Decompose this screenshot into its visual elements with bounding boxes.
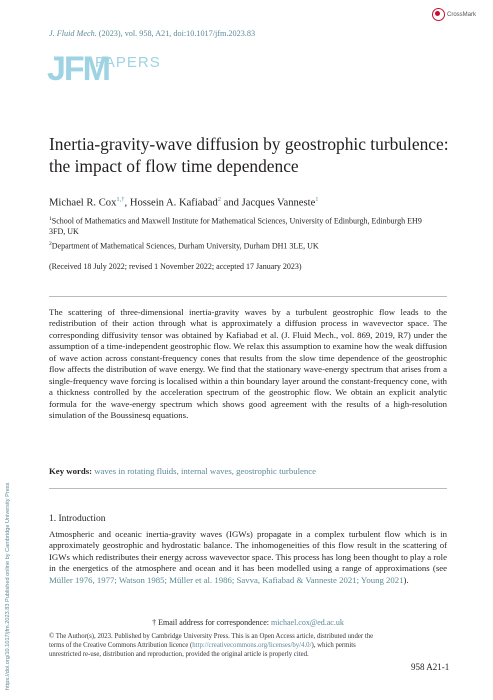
email-link[interactable]: michael.cox@ed.ac.uk <box>270 618 344 627</box>
author-name: Michael R. Cox <box>49 197 117 209</box>
page-number: 958 A21-1 <box>411 662 450 672</box>
divider <box>49 296 447 297</box>
section-heading: 1. Introduction <box>49 514 106 524</box>
jfm-logo-mark: JFM <box>47 50 109 88</box>
author-name: Jacques Vanneste <box>241 197 316 209</box>
author-list: Michael R. Cox$^{1,\dagger}$, Hossein A. Kafiabad$^2$ and Jacques Vanneste$^1$ <box>49 196 319 209</box>
crossmark-label: CrossMark <box>447 11 477 18</box>
keywords-list[interactable]: waves in rotating fluids, internal waves, geostrophic turbulence <box>94 466 317 476</box>
doi-sidebar-text[interactable]: https://doi.org/10.1017/jfm.2023.83 Published online by Cambridge University Press <box>5 482 11 690</box>
received-dates: (Received 18 July 2022; revised 1 November 2022; accepted 17 January 2023) <box>49 262 302 271</box>
jfm-papers-logo <box>47 46 187 92</box>
introduction-paragraph <box>49 529 447 586</box>
affiliation <box>49 239 429 252</box>
paper-title: Inertia-gravity-wave diffusion by geostrophic turbulence: the impact of flow time dependence <box>49 134 449 176</box>
journal-details[interactable]: (2023), vol. 958, A21, doi:10.1017/jfm.2023.83 <box>96 29 256 38</box>
intro-text: Atmospheric and oceanic inertia-gravity waves (IGWs) propagate in a complex turbulent flow which is in approximately geostrophic and hydrostatic balance. The inhomogeneities of this flow result in the scattering of IGWs which redistributes their energy across wavevector space. This process has long been thought to play a role in the energetics of the atmosphere and ocean and it has been modelled using a range of approximations (see <box>49 529 447 574</box>
keywords <box>49 466 316 476</box>
intro-end: ). <box>403 574 409 585</box>
copyright-end: ), which permits unrestricted re-use, distribution and reproduction, provided the original article is properly cited. <box>49 642 356 659</box>
affiliation-text: Department of Mathematical Sciences, Durham University, Durham DH1 3LE, UK <box>51 241 319 251</box>
divider <box>49 488 447 489</box>
journal-name: J. Fluid Mech. <box>49 29 97 38</box>
doi-sidebar <box>0 0 14 700</box>
keywords-label: Key words: <box>49 466 93 476</box>
journal-header <box>49 29 255 38</box>
author-affiliation-mark[interactable]: 2 <box>217 196 222 203</box>
author-affiliation-mark[interactable]: 1,† <box>116 196 125 203</box>
jfm-logo-papers: PAPERS <box>95 54 161 71</box>
affiliation-number: 1 <box>49 216 52 222</box>
email-label: † Email address for correspondence: <box>152 618 271 627</box>
author-name: Hossein A. Kafiabad <box>129 197 218 209</box>
author-affiliation-mark[interactable]: 1 <box>315 196 319 203</box>
intro-citations[interactable]: Müller 1976, 1977; Watson 1985; Müller et al. 1986; Savva, Kafiabad & Vanneste 2021; Young 2021 <box>49 574 404 585</box>
copyright-notice <box>49 632 389 660</box>
affiliation-number: 2 <box>49 241 52 247</box>
copyright-text: © The Author(s), 2023. Published by Cambridge University Press. This is an Open Access article, distributed under the terms of the Creative Commons Attribution licence ( <box>49 633 374 650</box>
affiliation-text: School of Mathematics and Maxwell Institute for Mathematical Sciences, University of Edinburgh, Edinburgh EH9 3FD, UK <box>49 216 422 237</box>
affiliation <box>49 214 429 238</box>
crossmark-badge[interactable] <box>432 8 478 21</box>
crossmark-icon <box>432 8 445 21</box>
correspondence-email <box>49 618 447 627</box>
abstract: The scattering of three-dimensional inertia-gravity waves by a turbulent geostrophic flow leads to the redistribution of their action through what is approximately a diffusion process in wavevector space. The corresponding diffusivity tensor was obtained by Kafiabad et al. (J. Fluid Mech., vol. 869, 2019, R7) under the assumption of a time-independent geostrophic flow. We relax this assumption to examine how the weak diffusion of wave action across constant-frequency cones that results from the slow time dependence of the geostrophic flow affects the distribution of wave energy. We find that the stationary wave-energy spectrum that arises from a single-frequency wave forcing is localised within a thin boundary layer around the constant-frequency cone, with a thickness controlled by the acceleration spectrum of the geostrophic flow. We obtain an explicit analytic formula for the wave-energy spectrum which shows good agreement with the results of a high-resolution simulation of the Boussinesq equations. <box>49 307 447 421</box>
license-link[interactable]: http://creativecommons.org/licenses/by/4.0/ <box>192 642 312 650</box>
